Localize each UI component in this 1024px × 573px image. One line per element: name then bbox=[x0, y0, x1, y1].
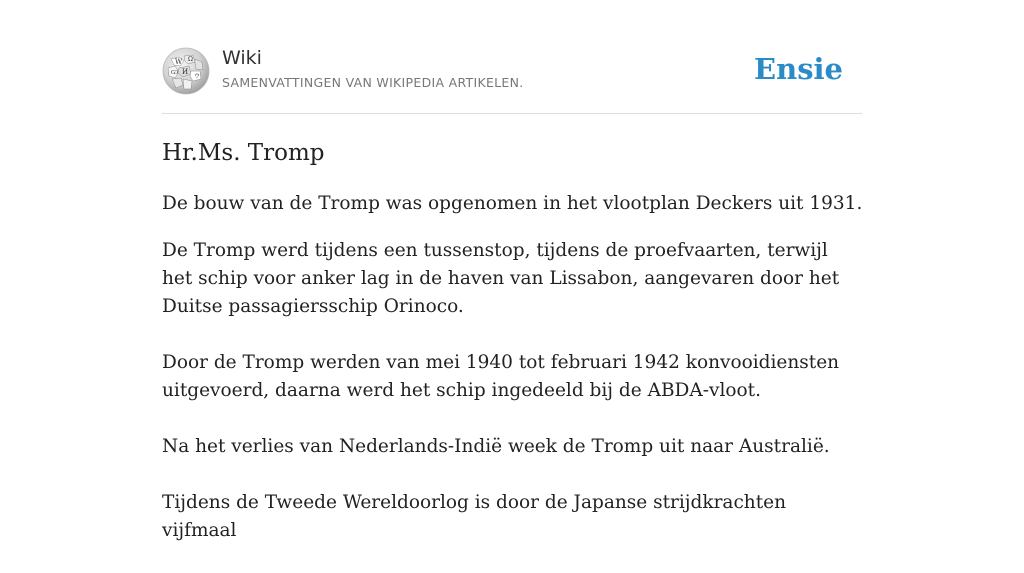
article-title: Hr.Ms. Tromp bbox=[162, 140, 325, 166]
article-paragraph: Tijdens de Tweede Wereldoorlog is door de Japanse strijdkrachten vijfmaal bbox=[162, 492, 787, 541]
article-paragraph: Na het verlies van Nederlands-Indië week de Tromp uit naar Australië. bbox=[162, 436, 830, 457]
article-paragraph: De Tromp werd tijdens een tussenstop, tijdens de proefvaarten, terwijl het schip voor anker lag in de haven van Lissabon, aangevaren door het Duitse passagiersschip Orinoco. bbox=[162, 240, 840, 317]
page-container bbox=[162, 0, 863, 541]
wikipedia-globe-icon[interactable] bbox=[162, 47, 210, 95]
article-paragraph: Door de Tromp werden van mei 1940 tot februari 1942 konvooidiensten uitgevoerd, daarna werd het schip ingedeeld bij de ABDA-vloot. bbox=[162, 352, 840, 401]
svg-text:И: И bbox=[182, 68, 189, 76]
article-intro: De bouw van de Tromp was opgenomen in het vlootplan Deckers uit 1931. bbox=[162, 193, 863, 214]
svg-text:ウ: ウ bbox=[194, 73, 201, 80]
svg-text:Ѡ: Ѡ bbox=[171, 69, 179, 76]
svg-text:Ω: Ω bbox=[188, 56, 193, 63]
site-header bbox=[162, 0, 862, 114]
site-title[interactable]: Wiki bbox=[222, 47, 262, 69]
site-tagline: SAMENVATTINGEN VAN WIKIPEDIA ARTIKELEN. bbox=[222, 75, 524, 90]
svg-text:W: W bbox=[175, 58, 183, 66]
article-body bbox=[162, 237, 862, 573]
ensie-brand-link[interactable]: Ensie bbox=[754, 52, 843, 86]
